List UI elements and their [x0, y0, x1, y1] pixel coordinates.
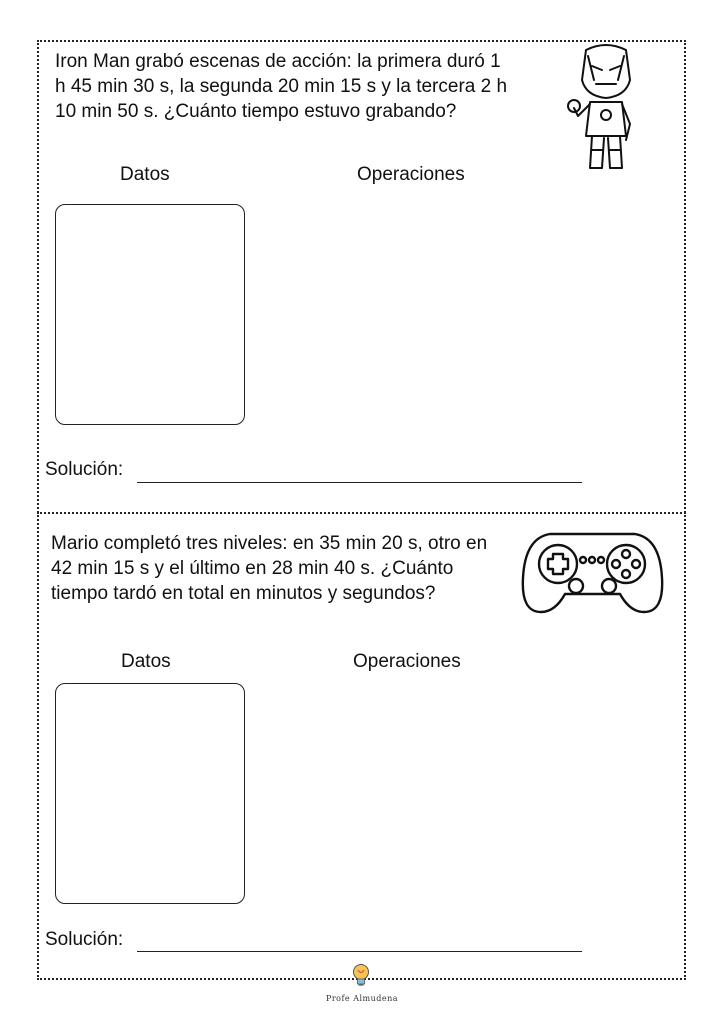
problem-2-text: Mario completó tres niveles: en 35 min 20 s, otro en 42 min 15 s y el último en 28 min 40 s. ¿Cuánto tiempo tardó en total en minutos y segundos? [51, 533, 488, 604]
iron-man-icon [566, 40, 646, 175]
lightbulb-icon [350, 963, 372, 989]
datos-box-1[interactable] [55, 204, 245, 425]
section-divider [37, 512, 686, 514]
datos-box-2[interactable] [55, 683, 245, 904]
problem-1-text: Iron Man grabó escenas de acción: la primera duró 1 h 45 min 30 s, la segunda 20 min 15 s y la tercera 2 h 10 min 50 s. ¿Cuánto tiempo estuvo grabando? [55, 51, 508, 122]
operaciones-label-2: Operaciones [353, 651, 461, 672]
gamepad-icon [520, 528, 665, 618]
solucion-line-2[interactable] [137, 951, 582, 952]
datos-label-2: Datos [121, 651, 171, 672]
solucion-label-2: Solución: [45, 929, 124, 950]
brand-name: Profe Almudena [325, 994, 399, 1003]
datos-label-1: Datos [120, 164, 170, 185]
solucion-label-1: Solución: [45, 459, 124, 480]
solucion-line-1[interactable] [137, 482, 582, 483]
operaciones-label-1: Operaciones [357, 164, 465, 185]
